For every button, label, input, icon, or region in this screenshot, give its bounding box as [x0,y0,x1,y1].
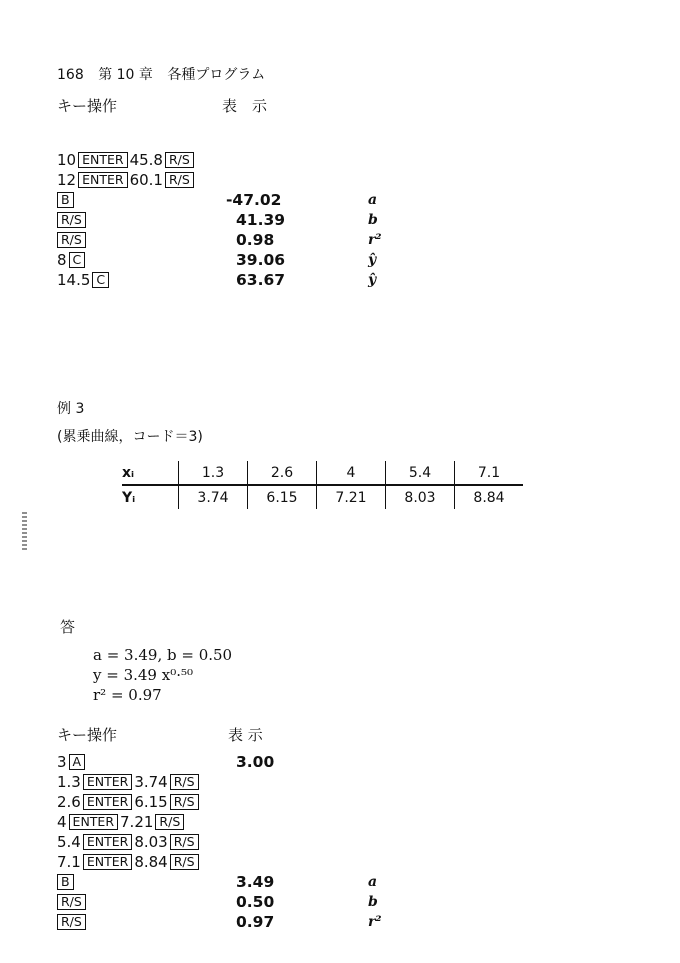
entry-line [57,150,196,170]
yi-label: Yᵢ [122,489,136,506]
entry-number: 5.4 [57,833,81,851]
result-keys [57,912,88,932]
entry-number: 4 [57,813,67,831]
b-key: B [57,874,74,890]
result-keys [57,872,76,892]
display-value: 41.39 [236,211,286,229]
enter-key: ENTER [83,854,132,870]
entry-line [57,752,87,772]
page-header [57,64,265,84]
xi-label: xᵢ [122,461,179,485]
table-cell-y: 6.15 [248,485,317,509]
keys-column-heading: キー操作 [57,726,118,744]
entry-number: 7.1 [57,853,81,871]
entry-number: 14.5 [57,271,91,289]
run-stop-key: R/S [170,834,199,850]
display-value: 63.67 [236,271,286,289]
variable-label: ŷ [368,252,377,268]
display-value: -47.02 [226,191,282,209]
table-cell-y: 8.03 [386,485,455,509]
result-keys [57,210,88,230]
table-cell-y: 7.21 [317,485,386,509]
entry-number: 45.8 [129,151,163,169]
c-key: C [92,272,109,288]
variable-label: b [368,894,378,910]
display-value: 39.06 [236,251,286,269]
run-stop-key: R/S [165,172,194,188]
entry-number: 8 [57,251,67,269]
entry-line [57,170,196,190]
result-keys [57,892,88,912]
run-stop-key: R/S [165,152,194,168]
b-key: B [57,192,74,208]
enter-key: ENTER [83,794,132,810]
entry-number: 6.15 [134,793,168,811]
variable-label: r² [368,232,382,248]
enter-key: ENTER [78,152,127,168]
margin-stamp [22,512,27,552]
table-cell-x: 2.6 [248,461,317,485]
run-stop-key: R/S [170,794,199,810]
entry-number: 60.1 [129,171,163,189]
variable-label: ŷ [368,272,377,288]
data-table [122,461,523,509]
chapter-label: 第 10 章 [98,67,153,83]
entry-number: 8.03 [134,833,168,851]
answer-line: a = 3.49, b = 0.50 [93,646,233,664]
entry-number: 3 [57,753,67,771]
a-key: A [69,754,86,770]
entry-line [57,772,201,792]
example-label: 例 3 [57,401,85,417]
display-column-heading: 表 示 [228,726,263,744]
enter-key: ENTER [83,834,132,850]
entry-line [57,832,201,852]
variable-label: a [368,874,378,890]
entry-number: 1.3 [57,773,81,791]
entry-number: 2.6 [57,793,81,811]
variable-label: b [368,212,378,228]
enter-key: ENTER [83,774,132,790]
run-stop-key: R/S [57,212,86,228]
entry-number: 12 [57,171,77,189]
table-cell-x: 7.1 [455,461,524,485]
answer-line: y = 3.49 x⁰·⁵⁰ [93,666,194,684]
entry-number: 10 [57,151,77,169]
run-stop-key: R/S [155,814,184,830]
result-keys [57,270,111,290]
display-value: 0.50 [236,893,275,911]
table-cell-y: 8.84 [455,485,524,509]
display-value: 0.98 [236,231,275,249]
run-stop-key: R/S [57,914,86,930]
entry-line [57,812,186,832]
run-stop-key: R/S [57,232,86,248]
result-keys [57,190,76,210]
table-cell-y: 3.74 [179,485,248,509]
display-column-heading: 表 示 [222,97,268,115]
run-stop-key: R/S [170,774,199,790]
answer-label: 答 [60,618,76,636]
entry-line [57,852,201,872]
c-key: C [69,252,86,268]
display-value: 0.97 [236,913,275,931]
entry-number: 3.74 [134,773,168,791]
run-stop-key: R/S [170,854,199,870]
enter-key: ENTER [78,172,127,188]
result-keys [57,250,87,270]
display-value: 3.00 [236,753,275,771]
entry-line [57,792,201,812]
example-subtitle: (累乗曲線，コード＝3) [57,429,203,445]
enter-key: ENTER [69,814,118,830]
run-stop-key: R/S [57,894,86,910]
chapter-title: 各種プログラム [167,67,266,83]
entry-number: 7.21 [120,813,154,831]
result-keys [57,230,88,250]
display-value: 3.49 [236,873,275,891]
entry-number: 8.84 [134,853,168,871]
variable-label: a [368,192,378,208]
table-cell-x: 1.3 [179,461,248,485]
table-cell-x: 4 [317,461,386,485]
page-number: 168 [57,67,84,83]
keys-column-heading: キー操作 [57,97,118,115]
table-cell-x: 5.4 [386,461,455,485]
answer-line: r² = 0.97 [93,686,162,704]
variable-label: r² [368,914,382,930]
